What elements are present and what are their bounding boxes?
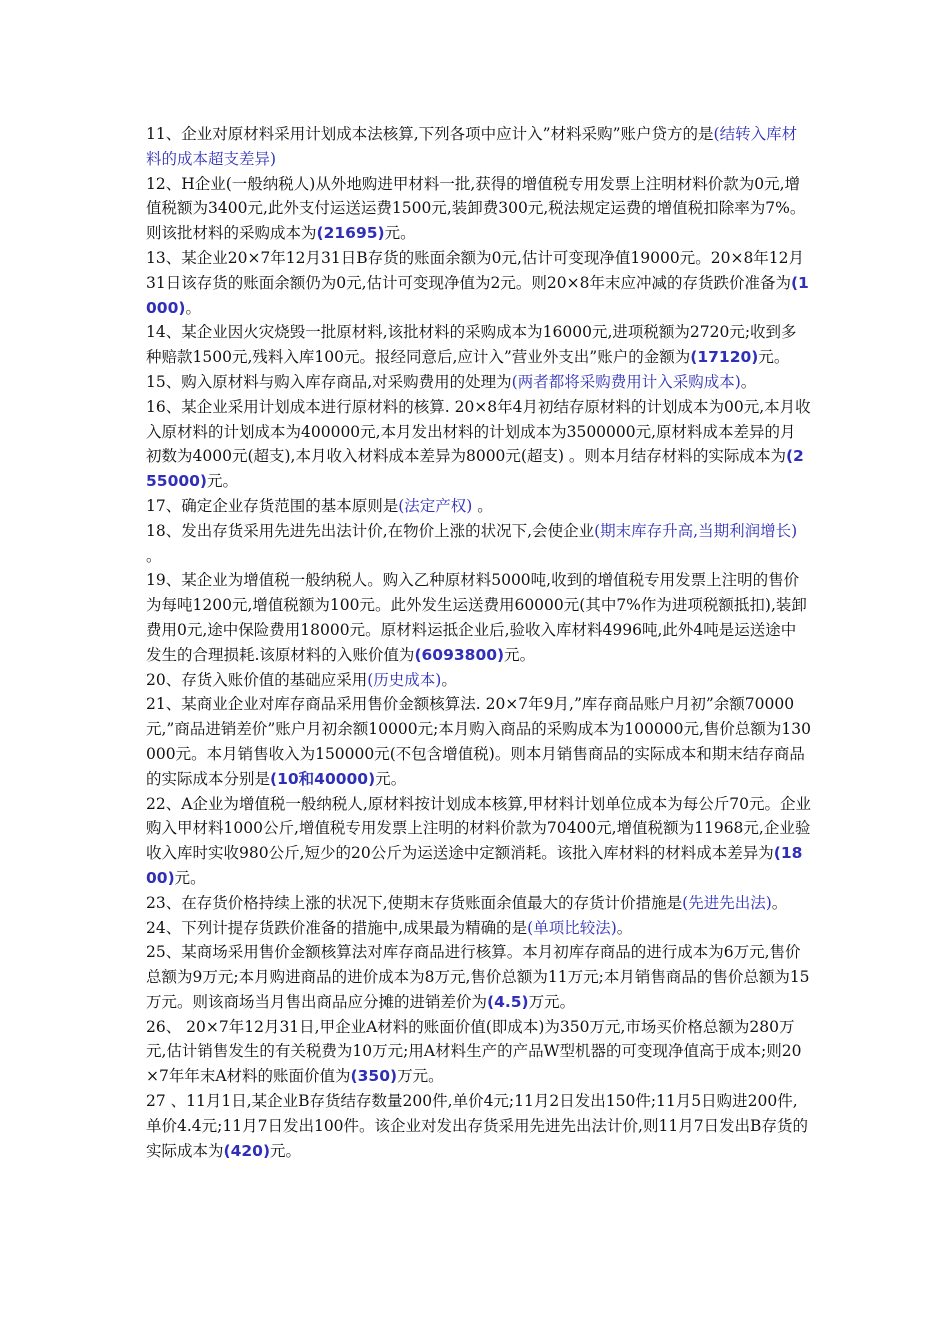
question-24 — [146, 916, 811, 941]
question-text: 26、 20×7年12月31日,甲企业A材料的账面价值(即成本)为350万元,市场买价格总额为280万元,估计销售发生的有关税费为10万元;用A材料生产的产品W型机器的可变现净值高于成本;则20×7年年末A材料的账面价值为 — [146, 1017, 802, 1086]
question-suffix: 元。 — [375, 769, 407, 788]
question-suffix: 。 — [185, 298, 201, 317]
question-suffix: 。 — [771, 893, 788, 912]
question-26 — [146, 1015, 811, 1089]
question-suffix: 万元。 — [528, 992, 576, 1011]
question-14 — [146, 320, 811, 370]
question-suffix: 。 — [441, 670, 457, 689]
answer: (420) — [223, 1141, 271, 1160]
answer: (法定产权) — [398, 496, 473, 515]
question-text: 25、某商场采用售价金额核算法对库存商品进行核算。本月初库存商品的进行成本为6万元,售价总额为9万元;本月购进商品的进价成本为8万元,售价总额为11万元;本月销售商品的售价总额为15万元。则该商场当月售出商品应分摊的进销差价为 — [146, 943, 810, 1011]
question-text: 15、购入原材料与购入库存商品,对采购费用的处理为 — [146, 372, 512, 391]
question-25 — [146, 940, 811, 1014]
question-19 — [146, 568, 811, 667]
question-text: 11、企业对原材料采用计划成本法核算,下列各项中应计入”材料采购”账户贷方的是 — [146, 125, 714, 143]
question-15 — [146, 370, 811, 395]
question-suffix: 。 — [740, 372, 757, 391]
answer: (21695) — [316, 224, 385, 243]
question-suffix: 万元。 — [397, 1067, 444, 1086]
question-suffix: 元。 — [174, 868, 206, 887]
question-16 — [146, 395, 811, 494]
question-text: 12、H企业(一般纳税人)从外地购进甲材料一批,获得的增值税专用发票上注明材料价款为0元,增值税额为3400元,此外支付运送运费1500元,装卸费300元,税法规定运费的增值税扣除率为7%。则该批材料的采购成本为 — [146, 174, 806, 243]
question-text: 21、某商业企业对库存商品采用售价金额核算法. 20×7年9月,”库存商品账户月初”余额70000元,”商品进销差价”账户月初余额10000元;本月购入商品的采购成本为100000元,售价总额为130000元。本月销售收入为150000元(不包含增值税)。则本月销售商品的实际成本和期末结存商品的实际成本分别是 — [146, 695, 811, 788]
question-17 — [146, 494, 811, 519]
question-text: 14、某企业因火灾烧毁一批原材料,该批材料的采购成本为16000元,进项税额为2720元;收到多种赔款1500元,残料入库100元。报经同意后,应计入”营业外支出”账户的金额为 — [146, 323, 797, 367]
answer: (1800) — [146, 844, 803, 887]
question-11 — [146, 122, 811, 172]
answer: (先进先出法) — [682, 893, 772, 912]
answer: (6093800) — [414, 645, 505, 664]
answer: (10和40000) — [270, 769, 376, 788]
question-text: 22、A企业为增值税一般纳税人,原材料按计划成本核算,甲材料计划单位成本为每公斤70元。企业购入甲材料1000公斤,增值税专用发票上注明的材料价款为70400元,增值税额为11968元,企业验收入库时实收980公斤,短少的20公斤为运送途中定额消耗。该批入库材料的材料成本差异为 — [146, 794, 811, 863]
question-text: 16、某企业采用计划成本进行原材料的核算. 20×8年4月初结存原材料的计划成本为00元,本月收入原材料的计划成本为400000元,本月发出材料的计划成本为3500000元,原材料成本差异的月初数为4000元(超支),本月收入材料成本差异为8000元(超支) 。则本月结存材料的实际成本为 — [146, 397, 811, 466]
question-suffix: 元。 — [504, 645, 536, 664]
question-23 — [146, 891, 811, 916]
question-suffix: 元。 — [207, 472, 239, 491]
question-suffix: 。 — [472, 496, 493, 515]
question-suffix: 。 — [146, 546, 162, 565]
question-text: 23、在存货价格持续上涨的状况下,使期末存货账面余值最大的存货计价措施是 — [146, 893, 683, 912]
question-22 — [146, 792, 811, 891]
question-13 — [146, 246, 811, 320]
question-21 — [146, 692, 811, 791]
question-text: 17、确定企业存货范围的基本原则是 — [146, 496, 399, 515]
answer: (期末库存升高,当期利润增长) — [594, 521, 798, 540]
answer: (350) — [350, 1067, 398, 1086]
question-text: 27 、11月1日,某企业B存货结存数量200件,单价4元;11月2日发出150件;11月5日购进200件,单价4.4元;11月7日发出100件。该企业对发出存货采用先进先出法计价,则11月7日发出B存货的实际成本为 — [146, 1092, 808, 1160]
question-suffix: 。 — [616, 918, 633, 937]
answer: (4.5) — [487, 992, 529, 1011]
answer: (单项比较法) — [527, 918, 617, 937]
answer: (两者都将采购费用计入采购成本) — [511, 372, 741, 391]
question-20 — [146, 668, 811, 693]
question-list — [146, 122, 811, 1163]
question-18 — [146, 519, 811, 569]
question-12 — [146, 172, 811, 246]
question-text: 20、存货入账价值的基础应采用 — [146, 670, 368, 689]
question-text: 24、下列计提存货跌价准备的措施中,成果最为精确的是 — [146, 918, 528, 937]
answer: (结转入库材料的成本超支差异) — [146, 125, 798, 168]
answer: (1000) — [146, 273, 809, 317]
question-text: 13、某企业20×7年12月31日B存货的账面余额为0元,估计可变现净值19000元。20×8年12月31日该存货的账面余额仍为0元,估计可变现净值为2元。则20×8年末应冲减的存货跌价准备为 — [146, 248, 805, 292]
question-27 — [146, 1089, 811, 1163]
answer: (历史成本) — [367, 670, 442, 689]
question-text: 19、某企业为增值税一般纳税人。购入乙种原材料5000吨,收到的增值税专用发票上注明的售价为每吨1200元,增值税额为100元。此外发生运送费用60000元(其中7%作为进项税额抵扣),装卸费用0元,途中保险费用18000元。原材料运抵企业后,验收入库材料4996吨,此外4吨是运送途中发生的合理损耗.该原材料的入账价值为 — [146, 571, 807, 664]
answer: (255000) — [146, 447, 804, 491]
question-suffix: 元。 — [270, 1141, 302, 1160]
question-suffix: 元。 — [758, 348, 790, 367]
question-text: 18、发出存货采用先进先出法计价,在物价上涨的状况下,会使企业 — [146, 521, 595, 540]
question-suffix: 元。 — [384, 224, 416, 243]
answer: (17120) — [690, 348, 759, 367]
